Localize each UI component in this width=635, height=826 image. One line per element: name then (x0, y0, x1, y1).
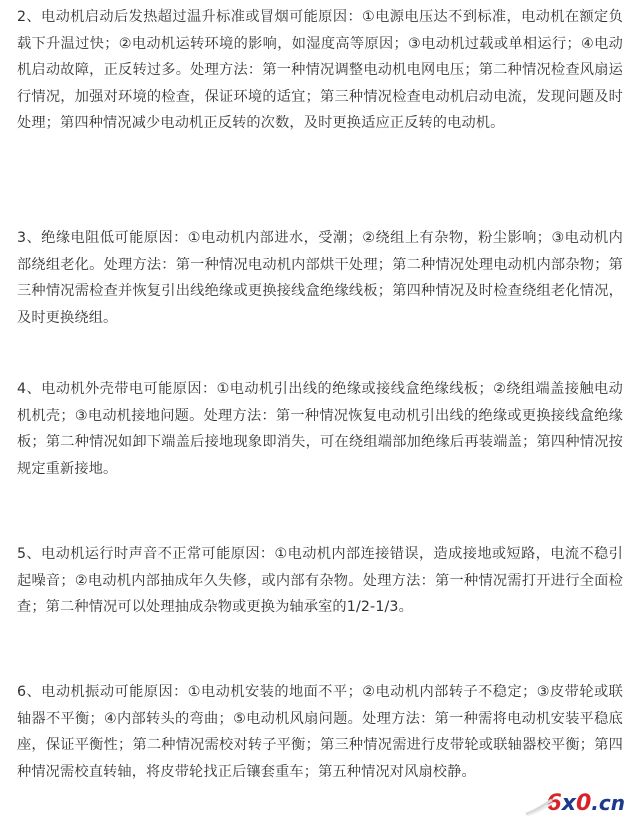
paragraph-item-4: 4、电动机外壳带电可能原因：①电动机引出线的绝缘或接线盒绝缘线板；②绕组端盖接触电动机机壳；③电动机接地问题。处理方法：第一种情况恢复电动机引出线的绝缘或更换接线盒绝缘板；第二种情况如卸下端盖后接地现象即消失，可在绕组端部加绝缘后再装端盖；第四种情况按规定重新接地。 (17, 381, 623, 477)
paragraph-item-2: 2、电动机启动后发热超过温升标准或冒烟可能原因：①电源电压达不到标准，电动机在额定负载下升温过快；②电动机运转环境的影响，如湿度高等原因；③电动机过载或单相运行；④电动机启动故障，正反转过多。处理方法：第一种情况调整电动机电网电压；第二种情况检查风扇运行情况，加强对环境的检查，保证环境的适宜；第三种情况检查电动机启动电流，发现问题及时处理；第四种情况减少电动机正反转的次数，及时更换适应正反转的电动机。 (17, 9, 623, 132)
swoosh-icon (524, 798, 554, 816)
watermark-part-6: 6 (546, 790, 562, 816)
site-watermark-logo (546, 788, 625, 818)
paragraph-item-3: 3、绝缘电阻低可能原因：①电动机内部进水，受潮；②绕组上有杂物，粉尘影响；③电动机内部绕组老化。处理方法：第一种情况电动机内部烘干处理；第二种情况处理电动机内部杂物；第三种情况需检查并恢复引出线绝缘或更换接线盒绝缘线板；第四种情况及时检查绕组老化情况，及时更换绕组。 (17, 230, 623, 326)
paragraph-item-6: 6、电动机振动可能原因：①电动机安装的地面不平；②电动机内部转子不稳定；③皮带轮或联轴器不平衡；④内部转头的弯曲；⑤电动机风扇问题。处理方法：第一种需将电动机安装平稳底座，保证平衡性；第二种情况需校对转子平衡；第三种情况需进行皮带轮或联轴器校平衡；第四种情况需校直转轴，将皮带轮找正后镶套重车；第五种情况对风扇校静。 (17, 684, 623, 780)
watermark-part-0: 0 (575, 790, 592, 816)
watermark-part-x: x (561, 790, 576, 816)
watermark-part-cn: .cn (591, 791, 625, 815)
paragraph-item-5: 5、电动机运行时声音不正常可能原因：①电动机内部连接错误，造成接地或短路，电流不稳引起噪音；②电动机内部抽成年久失修，或内部有杂物。处理方法：第一种情况需打开进行全面检查；第二种情况可以处理抽成杂物或更换为轴承室的1/2-1/3。 (17, 546, 623, 616)
